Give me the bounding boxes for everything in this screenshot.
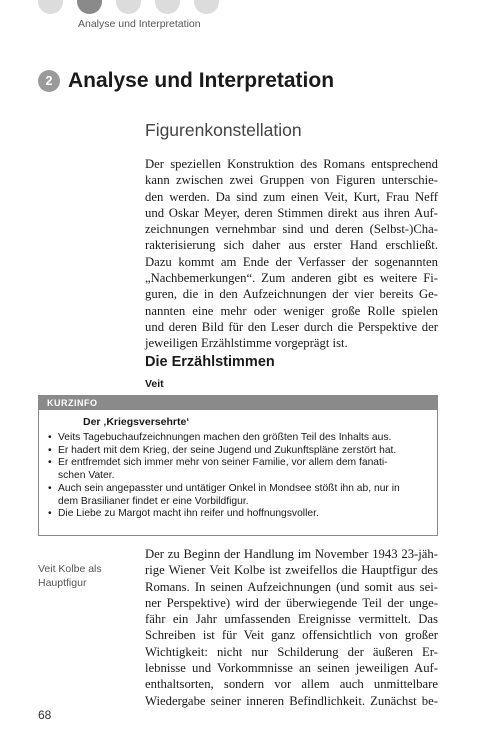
bullet-icon: • (48, 444, 52, 456)
text-line: „Nachbemerkungen“. Zum anderen gibt es weitere Fi- (145, 271, 438, 286)
list-item-text: dem Brasilianer findet er eine Vorbildfigur. (58, 495, 249, 507)
text-line: Dazu kommt am Ende der Verfasser der sogenannten (145, 254, 438, 269)
kurzinfo-label: KURZINFO (39, 396, 437, 410)
text-line: zeichnungen vernehmbar sind und deren (Selbst-)Cha- (145, 222, 438, 237)
text-line: lebnisse und Vorkommnisse an seinen jeweiligen Auf- (145, 661, 438, 676)
text-line: fähr ein Jahr umfassenden Ereignisse vermittelt. Das (145, 612, 438, 627)
chapter-number-badge: 2 (38, 70, 60, 92)
running-head: Analyse und Interpretation (78, 18, 201, 30)
list-item (48, 483, 429, 508)
list-item-text: Veits Tagebuchaufzeichnungen machen den größten Teil des Inhalts aus. (58, 432, 392, 443)
list-item-text: Er entfremdet sich immer mehr von seiner Familie, vor allem dem fanati- (58, 457, 388, 469)
list-item (48, 445, 429, 458)
text-line: ner Perspektive) wird der überwiegende Teil der unge- (145, 595, 438, 610)
chapter-tab-4 (155, 0, 180, 14)
kurzinfo-box (38, 395, 438, 536)
section-title: Figurenkonstellation (145, 120, 302, 140)
text-line: Wiedergabe seiner inneren Befindlichkeit. Zunächst be- (145, 693, 438, 708)
list-item-text: Die Liebe zu Margot macht ihn reifer und hoffnungsvoller. (58, 508, 319, 520)
text-line: enthaltsorten, sondern vor allem auch unmittelbare (145, 677, 438, 692)
kurzinfo-list (48, 432, 429, 521)
list-item-text: schen Vater. (58, 470, 115, 482)
subheading-erzaehlstimmen: Die Erzählstimmen (145, 354, 275, 370)
text-line: kann zwischen zwei Gruppen von Figuren unterschie- (145, 173, 438, 188)
list-item-text: Er hadert mit dem Krieg, der seine Jugend und Zukunftspläne zerstört hat. (58, 444, 397, 456)
kurzinfo-title: Der ‚Kriegsversehrte‘ (83, 416, 190, 428)
list-item (48, 508, 429, 521)
text-line: Der speziellen Konstruktion des Romans entsprechend (145, 157, 438, 171)
margin-note (38, 563, 128, 590)
bullet-icon: • (48, 432, 52, 443)
text-line: Schreiben ist für Veit ganz offensichtlich von großer (145, 628, 438, 643)
text-line: Romans. In seinen Aufzeichnungen (und somit aus sei- (145, 579, 438, 594)
text-line: rige Wiener Veit Kolbe ist zweifellos die Hauptfigur des (145, 563, 438, 578)
list-item (48, 457, 429, 482)
chapter-tab-2 (77, 0, 102, 14)
text-line: und deren Bild für den Leser durch die Perspektive der (145, 319, 438, 334)
bullet-icon: • (48, 482, 52, 494)
chapter-title: Analyse und Interpretation (68, 69, 335, 92)
text-line: nannten eine mehr oder weniger große Rolle spielen (145, 303, 438, 318)
text-line: jeweiligen Erzählstimme vorgeprägt ist. (145, 336, 348, 351)
chapter-tab-3 (116, 0, 141, 14)
text-line: rakterisierung sich daher aus erster Hand erschließt. (145, 238, 438, 253)
margin-note-line: Hauptfigur (38, 576, 87, 589)
text-line: Der zu Beginn der Handlung im November 1943 23-jäh- (145, 547, 438, 561)
subheading-veit: Veit (145, 378, 164, 390)
list-item (48, 432, 429, 445)
paragraph-veit-kolbe (145, 546, 438, 709)
chapter-tab-5 (194, 0, 219, 14)
text-line: guren, die in den Aufzeichnungen der vier bereits Ge- (145, 287, 438, 302)
list-item-text: Auch sein angepasster und untätiger Onkel in Mondsee stößt ihn ab, nur in (58, 482, 400, 494)
margin-note-line: Veit Kolbe als (38, 563, 102, 575)
bullet-icon: • (48, 508, 52, 520)
chapter-tab-1 (38, 0, 63, 14)
text-line: den werden. Da sind zum einen Veit, Kurt, Frau Neff (145, 189, 438, 204)
paragraph-figurenkonstellation (145, 156, 438, 352)
text-line: Wichtigkeit: nicht nur Schilderung der äußeren Er- (145, 644, 438, 659)
chapter-heading (38, 66, 334, 96)
text-line: und Oskar Meyer, deren Stimmen direkt aus ihren Auf- (145, 205, 438, 220)
page-number: 68 (38, 708, 52, 722)
bullet-icon: • (48, 457, 52, 469)
